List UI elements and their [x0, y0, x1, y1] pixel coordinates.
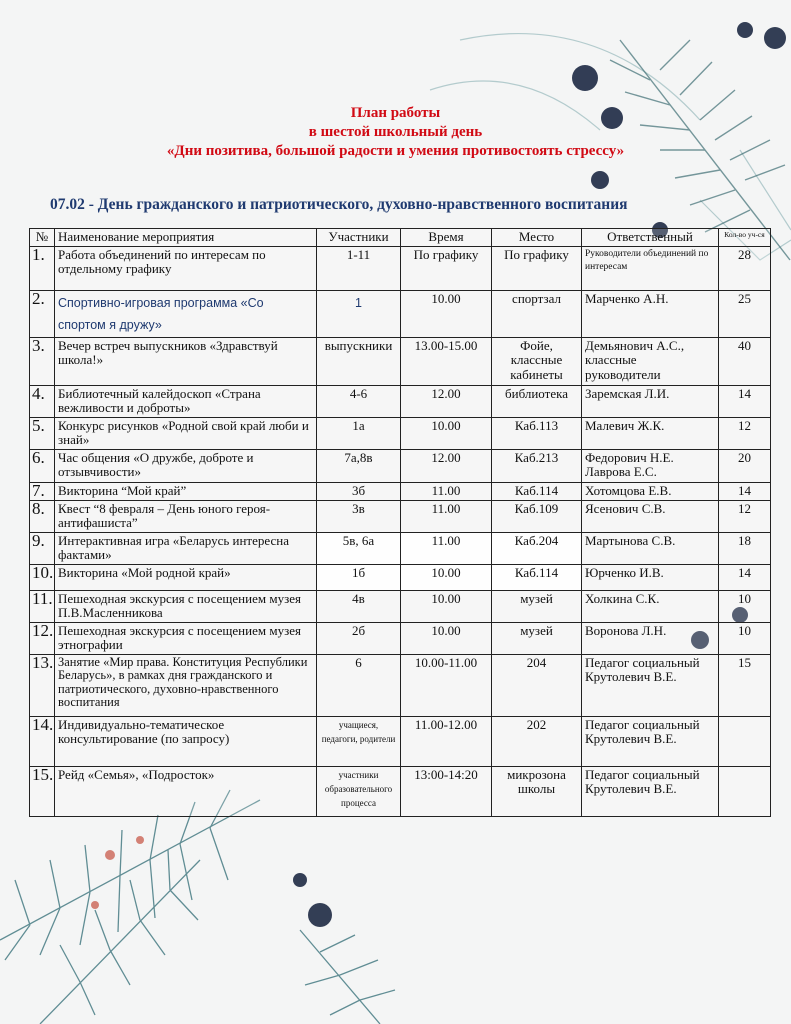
header-responsible: Ответственный: [582, 229, 719, 247]
row-count: 40: [719, 337, 771, 385]
row-time: 13.00-15.00: [401, 337, 492, 385]
row-participants: 1: [317, 290, 401, 337]
row-time: 11.00-12.00: [401, 716, 492, 766]
row-name: Библиотечный калейдоскоп «Страна вежливости и доброты»: [55, 385, 317, 417]
row-responsible: Демьянович А.С., классные руководители: [582, 337, 719, 385]
header-place: Место: [492, 229, 582, 247]
row-time: 10.00: [401, 417, 492, 449]
row-num: 15.: [30, 766, 55, 816]
row-participants: 3в: [317, 500, 401, 532]
row-participants: 5в, 6а: [317, 532, 401, 564]
row-participants: учащиеся, педагоги, родители: [317, 716, 401, 766]
row-participants: выпускники: [317, 337, 401, 385]
row-participants: 3б: [317, 482, 401, 500]
row-num: 9.: [30, 532, 55, 564]
row-responsible: Педагог социальный Крутолевич В.Е.: [582, 716, 719, 766]
row-participants: 4-6: [317, 385, 401, 417]
header-time: Время: [401, 229, 492, 247]
row-count: 10: [719, 622, 771, 654]
row-responsible: Холкина С.К.: [582, 590, 719, 622]
row-place: 202: [492, 716, 582, 766]
row-name: Квест “8 февраля – День юного героя-антифашиста”: [55, 500, 317, 532]
table-row: [30, 590, 771, 622]
row-responsible: Хотомцова Е.В.: [582, 482, 719, 500]
row-participants: 4в: [317, 590, 401, 622]
row-participants: участники образовательного процесса: [317, 766, 401, 816]
header-name: Наименование мероприятия: [55, 229, 317, 247]
row-participants: 1-11: [317, 246, 401, 290]
header-theme: «Дни позитива, большой радости и умения противостоять стрессу»: [166, 143, 625, 159]
row-place: спортзал: [492, 290, 582, 337]
row-time: 10.00-11.00: [401, 654, 492, 716]
row-time: 10.00: [401, 290, 492, 337]
table-row: [30, 500, 771, 532]
row-time: По графику: [401, 246, 492, 290]
row-count: 12: [719, 417, 771, 449]
row-responsible: Федорович Н.Е. Лаврова Е.С.: [582, 449, 719, 482]
table-row: [30, 564, 771, 590]
row-name: Занятие «Мир права. Конституция Республики Беларусь», в рамках дня гражданского и патриотического, духовно-нравственного воспитания: [55, 654, 317, 716]
table-header-row: [30, 229, 771, 247]
row-name: Работа объединений по интересам по отдельному графику: [55, 246, 317, 290]
row-time: 11.00: [401, 532, 492, 564]
row-num: 14.: [30, 716, 55, 766]
row-time: 13:00-14:20: [401, 766, 492, 816]
row-participants: 1а: [317, 417, 401, 449]
row-num: 7.: [30, 482, 55, 500]
row-name: Пешеходная экскурсия с посещением музея этнографии: [55, 622, 317, 654]
row-count: 15: [719, 654, 771, 716]
table-row: [30, 246, 771, 290]
row-name: Час общения «О дружбе, доброте и отзывчивости»: [55, 449, 317, 482]
header-participants: Участники: [317, 229, 401, 247]
row-time: 11.00: [401, 482, 492, 500]
row-count: 14: [719, 482, 771, 500]
row-responsible: Педагог социальный Крутолевич В.Е.: [582, 766, 719, 816]
row-num: 4.: [30, 385, 55, 417]
table-row: [30, 449, 771, 482]
row-responsible: Воронова Л.Н.: [582, 622, 719, 654]
header-subtitle: в шестой школьный день: [308, 124, 483, 140]
row-count: 18: [719, 532, 771, 564]
row-name: Интерактивная игра «Беларусь интересна фактами»: [55, 532, 317, 564]
events-table: [29, 228, 771, 817]
row-name: Конкурс рисунков «Родной свой край люби и знай»: [55, 417, 317, 449]
row-name: Викторина «Мой родной край»: [55, 564, 317, 590]
row-name: Индивидуально-тематическое консультирование (по запросу): [55, 716, 317, 766]
table-row: [30, 766, 771, 816]
row-count: 20: [719, 449, 771, 482]
row-place: музей: [492, 622, 582, 654]
row-participants: 6: [317, 654, 401, 716]
row-place: 204: [492, 654, 582, 716]
table-row: [30, 622, 771, 654]
row-place: Каб.114: [492, 564, 582, 590]
row-time: 10.00: [401, 564, 492, 590]
row-place: Каб.114: [492, 482, 582, 500]
row-responsible: Марченко А.Н.: [582, 290, 719, 337]
row-place: Фойе, классные кабинеты: [492, 337, 582, 385]
row-responsible: Малевич Ж.К.: [582, 417, 719, 449]
row-time: 12.00: [401, 449, 492, 482]
row-count: 25: [719, 290, 771, 337]
row-count: [719, 716, 771, 766]
row-num: 1.: [30, 246, 55, 290]
row-place: Каб.109: [492, 500, 582, 532]
row-participants: 2б: [317, 622, 401, 654]
table-row: [30, 417, 771, 449]
row-count: 28: [719, 246, 771, 290]
row-name: Спортивно-игровая программа «Со спортом я дружу»: [55, 290, 317, 337]
row-count: 14: [719, 564, 771, 590]
row-time: 12.00: [401, 385, 492, 417]
row-num: 10.: [30, 564, 55, 590]
row-num: 2.: [30, 290, 55, 337]
row-participants: 7а,8в: [317, 449, 401, 482]
row-time: 10.00: [401, 622, 492, 654]
row-num: 6.: [30, 449, 55, 482]
day-title: 07.02 - День гражданского и патриотического, духовно-нравственного воспитания: [50, 196, 628, 213]
header-num: №: [30, 229, 55, 247]
row-num: 12.: [30, 622, 55, 654]
row-time: 10.00: [401, 590, 492, 622]
row-responsible: Юрченко И.В.: [582, 564, 719, 590]
row-num: 11.: [30, 590, 55, 622]
row-name: Викторина “Мой край”: [55, 482, 317, 500]
row-participants: 1б: [317, 564, 401, 590]
row-responsible: Заремская Л.И.: [582, 385, 719, 417]
page-header: [0, 104, 791, 161]
row-responsible: Ясенович С.В.: [582, 500, 719, 532]
table-row: [30, 385, 771, 417]
row-place: Каб.204: [492, 532, 582, 564]
table-row: [30, 337, 771, 385]
table-row: [30, 654, 771, 716]
row-place: микрозона школы: [492, 766, 582, 816]
row-num: 8.: [30, 500, 55, 532]
row-place: Каб.213: [492, 449, 582, 482]
header-title: План работы: [350, 105, 441, 121]
row-count: 12: [719, 500, 771, 532]
row-place: По графику: [492, 246, 582, 290]
row-name: Пешеходная экскурсия с посещением музея П.В.Масленникова: [55, 590, 317, 622]
row-time: 11.00: [401, 500, 492, 532]
row-name: Вечер встреч выпускников «Здравствуй школа!»: [55, 337, 317, 385]
row-responsible: Педагог социальный Крутолевич В.Е.: [582, 654, 719, 716]
row-place: Каб.113: [492, 417, 582, 449]
row-num: 5.: [30, 417, 55, 449]
row-responsible: Мартынова С.В.: [582, 532, 719, 564]
row-responsible: Руководители объединений по интересам: [582, 246, 719, 290]
row-num: 13.: [30, 654, 55, 716]
row-place: музей: [492, 590, 582, 622]
row-num: 3.: [30, 337, 55, 385]
table-row: [30, 532, 771, 564]
table-row: [30, 290, 771, 337]
table-row: [30, 716, 771, 766]
table-row: [30, 482, 771, 500]
row-name: Рейд «Семья», «Подросток»: [55, 766, 317, 816]
header-count: Кол-во уч-ся: [719, 229, 771, 247]
row-count: 10: [719, 590, 771, 622]
row-count: [719, 766, 771, 816]
row-count: 14: [719, 385, 771, 417]
row-place: библиотека: [492, 385, 582, 417]
